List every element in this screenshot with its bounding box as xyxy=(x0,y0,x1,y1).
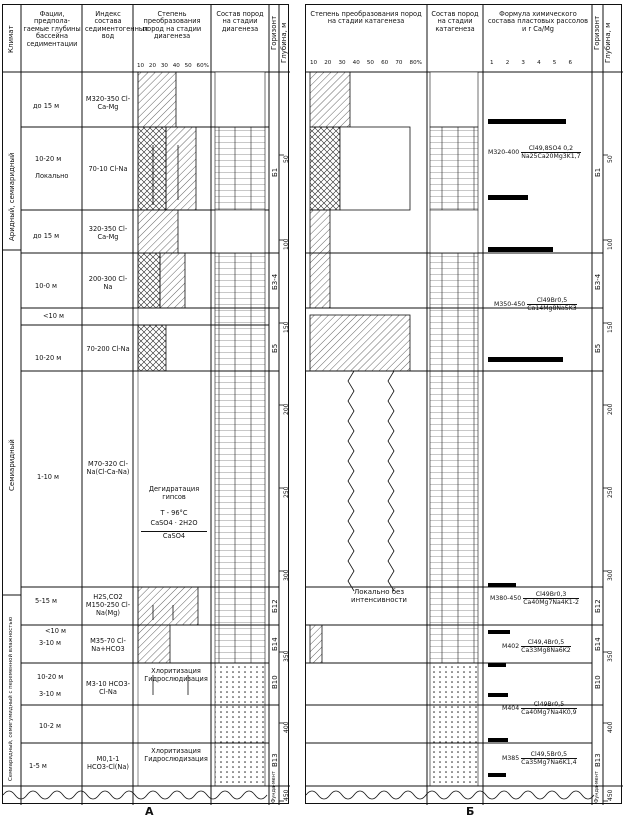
index-label: M35-70 Cl-Na+HCO3 xyxy=(90,637,126,653)
scale-tick: 80% xyxy=(409,60,422,66)
horizon-label: В10 xyxy=(271,675,279,689)
facies-label: 3-10 м xyxy=(39,639,62,647)
horizon-label: Б5 xyxy=(271,343,279,353)
index-label: H2S,CO2 M150-250 Cl-Na(Mg) xyxy=(85,593,131,617)
scale-tick: 70 xyxy=(395,60,403,66)
facies-label: 10-20 м xyxy=(35,354,62,362)
scale-tick: 60% xyxy=(196,63,209,69)
formula-header: Формула химического состава пластовых рассолов и r Ca/Mg xyxy=(488,10,588,33)
formula-den: Ca35Mg7Na6K1,4 xyxy=(521,759,577,766)
scale-tick: 40 xyxy=(352,60,360,66)
scale-tick: 10 xyxy=(137,63,145,69)
depth-header: Глубина, м xyxy=(280,22,288,63)
process-text: Хлоритизация xyxy=(151,667,201,675)
facies-label: 10-2 м xyxy=(39,722,62,730)
formula-m: M380-450 xyxy=(490,595,522,602)
formula-den: Na25Ca20Mg3K1,7 xyxy=(521,153,581,160)
ratio-tick: 5 xyxy=(552,60,557,66)
formula-m: M404 xyxy=(502,705,520,712)
horizon-label: Фунда-мент xyxy=(594,771,600,803)
facies-label: 10-0 м xyxy=(35,282,58,290)
formula-num: Cl49,5Br0,5 xyxy=(521,751,576,759)
ratio-tick: 1 xyxy=(490,60,494,66)
scale-tick: 50 xyxy=(366,60,374,66)
facies-label: 10-20 м xyxy=(35,155,62,163)
facies-label: 10-20 м xyxy=(37,673,64,681)
scale-tick: 50 xyxy=(184,63,192,69)
scale-tick: 20 xyxy=(148,63,157,69)
depth-tick: 450 xyxy=(607,789,614,801)
facies-label: <10 м xyxy=(43,312,64,320)
depth-tick: 50 xyxy=(283,155,290,163)
horizon-label: Б14 xyxy=(594,637,602,651)
facies-label: <10 м xyxy=(45,627,66,635)
depth-tick: 300 xyxy=(607,569,614,581)
horizon-header-b: Горизонт xyxy=(593,15,601,50)
horizon-label: Б3-4 xyxy=(594,273,602,290)
horizon-label: В10 xyxy=(594,675,602,689)
horizon-label: Фунда-мент xyxy=(271,771,277,803)
climate-label: Семиаридный, семигумидный с переменной влажностью xyxy=(8,616,14,781)
ratio-tick: 3 xyxy=(521,60,525,66)
index-label: M70-320 Cl-Na(Cl-Ca-Na) xyxy=(86,460,130,476)
formula-3 xyxy=(490,591,579,606)
depth-tick: 200 xyxy=(283,403,290,415)
panel-a-label: А xyxy=(145,805,154,818)
horizon-label: Б5 xyxy=(594,343,602,353)
panel-b xyxy=(305,4,622,804)
formula-2 xyxy=(494,297,577,312)
horizon-label: Б3-4 xyxy=(271,273,279,290)
index-label: M320-350 Cl-Ca-Mg xyxy=(85,95,131,111)
facies-label: 1-10 м xyxy=(37,473,60,481)
formula-den: Ca40Mg7Na4K1-2 xyxy=(523,599,579,606)
process-text: Гидрослюдизация xyxy=(144,675,208,683)
horizon-label: Б12 xyxy=(271,599,279,613)
panel-b-grid xyxy=(306,5,623,805)
scale-tick: 30 xyxy=(338,60,346,66)
formula-5 xyxy=(502,701,577,716)
climate-header: Климат xyxy=(7,25,15,53)
panel-b-label: Б xyxy=(466,805,475,818)
depth-header-b: Глубина, м xyxy=(604,22,612,63)
process-text: T - 96°C xyxy=(160,509,188,517)
horizon-label: Б1 xyxy=(271,167,279,177)
depth-tick: 300 xyxy=(283,569,290,581)
process-text: Хлоритизация xyxy=(151,747,201,755)
local-text: Локально без интенсивности xyxy=(351,588,407,604)
index-label: 320-350 Cl-Ca-Mg xyxy=(88,225,128,241)
index-label: 200-300 Cl-Na xyxy=(88,275,128,291)
formula-m: M385 xyxy=(502,755,520,762)
depth-tick: 150 xyxy=(607,321,614,333)
depth-tick: 450 xyxy=(283,789,290,801)
climate-label: Аридный, семиаридный xyxy=(8,152,16,241)
process-text: Дегидратация гипсов xyxy=(148,485,200,501)
horizon-label: В13 xyxy=(271,753,279,767)
scale-tick: 30 xyxy=(160,63,168,69)
depth-tick: 100 xyxy=(607,238,614,250)
facies-label: 3-10 м xyxy=(39,690,62,698)
index-label: M3-10 HCO3-Cl-Na xyxy=(85,680,131,696)
scale-tick: 40 xyxy=(172,63,180,69)
panel-a-grid xyxy=(3,5,290,805)
formula-num: Cl49,8SO4 0,2 xyxy=(521,145,580,153)
degree-scale-b xyxy=(310,60,422,66)
depth-tick: 350 xyxy=(283,650,290,662)
facies-label: 5-15 м xyxy=(35,597,58,605)
formula-den: Ca33Mg8Na6K2 xyxy=(521,647,571,654)
process-text: CaSO4 · 2H2O xyxy=(150,519,198,527)
degree-header: Степень преобразования пород на стадии диагенеза xyxy=(142,10,202,41)
horizon-label: В13 xyxy=(594,753,602,767)
formula-num: Cl49Br0,5 xyxy=(527,297,577,305)
composition-header: Состав пород на стадии диагенеза xyxy=(216,10,264,33)
depth-tick: 350 xyxy=(607,650,614,662)
ratio-tick: 4 xyxy=(537,60,541,66)
process-text: Гидрослюдизация xyxy=(144,755,208,763)
formula-m: M350-450 xyxy=(494,301,526,308)
climate-label: Семиаридный xyxy=(8,439,16,491)
depth-tick: 250 xyxy=(283,486,290,498)
facies-label: Локально xyxy=(35,172,69,180)
ratio-tick: 2 xyxy=(505,60,510,66)
depth-tick: 250 xyxy=(607,486,614,498)
index-label: 70-200 Cl-Na xyxy=(86,345,130,353)
formula-num: Cl49,4Br0,5 xyxy=(521,639,571,647)
index-label: M0,1-1 HCO3-Cl(Na) xyxy=(87,755,129,771)
depth-tick: 400 xyxy=(607,721,614,733)
formula-m: M320-400 xyxy=(488,149,520,156)
depth-tick: 200 xyxy=(607,403,614,415)
formula-den: Ca40Mg7Na4K0,9 xyxy=(521,709,577,716)
process-text: CaSO4 xyxy=(141,531,207,540)
horizon-label: Б12 xyxy=(594,599,602,613)
degree-scale xyxy=(137,63,209,69)
index-header: Индекс состава седиментогенных вод xyxy=(85,10,148,41)
index-label: 70-10 Cl-Na xyxy=(88,165,128,173)
formula-4 xyxy=(502,639,571,654)
scale-tick: 60 xyxy=(381,60,389,66)
depth-tick: 400 xyxy=(283,721,290,733)
depth-tick: 50 xyxy=(607,155,614,163)
panel-a xyxy=(2,4,289,804)
scale-tick: 20 xyxy=(324,60,332,66)
composition-header-b: Состав пород на стадии катагенеза xyxy=(431,10,479,33)
facies-header: Фации, предпола-гаемые глубины бассейна седиментации xyxy=(23,10,81,48)
facies-label: до 15 м xyxy=(33,102,60,110)
formula-1 xyxy=(488,145,581,160)
scale-tick: 10 xyxy=(310,60,318,66)
formula-den: Ca14Mg8Na5K3 xyxy=(527,305,577,312)
horizon-header: Горизонт xyxy=(270,15,278,50)
depth-tick: 100 xyxy=(283,238,290,250)
formula-m: M402 xyxy=(502,643,520,650)
horizon-label: Б1 xyxy=(594,167,602,177)
horizon-label: Б14 xyxy=(271,637,279,651)
facies-label: 1-5 м xyxy=(29,762,47,770)
formula-num: Cl49Br0,3 xyxy=(523,591,579,599)
ratio-tick: 6 xyxy=(568,60,572,66)
facies-label: до 15 м xyxy=(33,232,60,240)
ratio-scale xyxy=(490,60,572,66)
depth-tick: 150 xyxy=(283,321,290,333)
formula-num: Cl49Br0,5 xyxy=(521,701,576,709)
formula-6 xyxy=(502,751,577,766)
degree-header-b: Степень преобразования пород на стадии катагенеза xyxy=(310,10,422,26)
